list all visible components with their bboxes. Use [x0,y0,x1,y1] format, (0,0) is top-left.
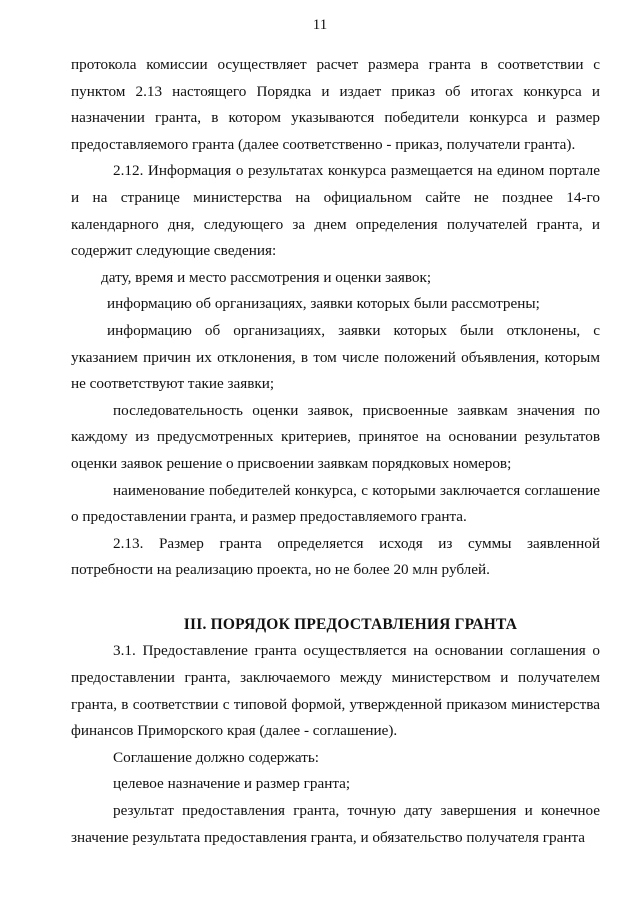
list-item-evaluation-sequence: последовательность оценки заявок, присвоенные заявкам значения по каждому из предусмотренных критериев, принятое на основании результатов оценки заявок решение о присвоении заявкам порядковых номеров; [71,401,600,472]
list-item-purpose: целевое назначение и размер гранта; [113,775,351,793]
list-item-considered: информацию об организациях, заявки которых были рассмотрены; [107,295,540,313]
paragraph-protocol: протокола комиссии осуществляет расчет размера гранта в соответствии с пунктом 2.13 настоящего Порядка и издает приказ об итогах конкурса и назначении гранта, в котором указываются победители конкурса и размер предоставляемого гранта (далее соответственно - приказ, получатели гранта). [71,56,600,153]
paragraph-agreement-content: Соглашение должно содержать: [113,748,320,766]
paragraph-2-12: 2.12. Информация о результатах конкурса размещается на едином портале и на странице министерства на официальном сайте не позднее 14-го календарного дня, следующего за днем определения получателей гранта, и содержит следующие сведения: [71,162,600,260]
list-item-result: результат предоставления гранта, точную дату завершения и конечное значение результата предоставления гранта, и обязательство получателя гранта [71,802,600,846]
document-body [71,52,600,851]
page-number: 11 [312,17,328,33]
list-item-winners: наименование победителей конкурса, с которыми заключается соглашение о предоставлении гранта, и размер предоставляемого гранта. [71,481,600,526]
list-item-date-time: дату, время и место рассмотрения и оценки заявок; [101,268,432,286]
section-heading: III. ПОРЯДОК ПРЕДОСТАВЛЕНИЯ ГРАНТА [183,615,518,633]
paragraph-2-13: 2.13. Размер гранта определяется исходя из суммы заявленной потребности на реализацию проекта, но не более 20 млн рублей. [71,534,600,579]
paragraph-3-1: 3.1. Предоставление гранта осуществляется на основании соглашения о предоставлении гранта, заключаемого между министерством и получателем гранта, в соответствии с типовой формой, утвержденной приказом министерства финансов Приморского края (далее - соглашение). [71,642,600,740]
section-gap [71,584,600,612]
list-item-rejected: информацию об организациях, заявки которых были отклонены, с указанием причин их отклонения, в том числе положений объявления, которым не соответствуют такие заявки; [71,321,600,393]
